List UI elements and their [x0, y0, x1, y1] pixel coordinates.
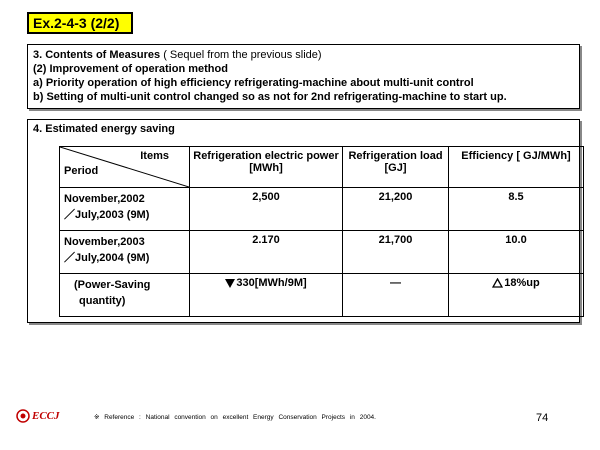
- savings-box: [27, 119, 580, 323]
- measures-heading: 3. Contents of Measures: [33, 49, 161, 61]
- period-cell: [60, 188, 190, 231]
- period-end: ／July,2003 (9M): [64, 209, 150, 221]
- saving-efficiency-cell: [449, 274, 584, 317]
- saving-label-line2: quantity): [79, 295, 126, 307]
- power-cell: 2,500: [190, 188, 343, 231]
- eccj-logo: [16, 409, 60, 423]
- savings-heading: 4. Estimated energy saving: [33, 123, 175, 135]
- efficiency-cell: 10.0: [449, 231, 584, 274]
- header-load: Refrigeration load [GJ]: [343, 147, 449, 188]
- measures-subheading: (2) Improvement of operation method: [33, 63, 228, 75]
- logo-text: ECCJ: [32, 410, 60, 422]
- period-label: Period: [64, 165, 99, 177]
- saving-power-value: 330[MWh/9M]: [236, 277, 307, 289]
- measures-heading-note: ( Sequel from the previous slide): [160, 49, 322, 61]
- triangle-down-icon: [225, 279, 235, 288]
- reference-note: ※ Reference : National convention on excellent Energy Conservation Projects in 2004.: [94, 414, 376, 421]
- measure-item-a: a) Priority operation of high efficiency refrigerating-machine about multi-unit control: [33, 77, 474, 89]
- triangle-up-outline-icon: [492, 278, 503, 288]
- saving-load-cell: ―: [343, 274, 449, 317]
- measures-heading-line: [33, 48, 574, 62]
- period-start: November,2003: [64, 236, 145, 248]
- saving-efficiency-value: 18%up: [504, 277, 540, 289]
- page-number: 74: [536, 412, 549, 424]
- saving-label-line1: (Power-Saving: [74, 279, 151, 291]
- period-start: November,2002: [64, 193, 145, 205]
- items-label: Items: [140, 150, 169, 162]
- sun-logo-icon: [16, 409, 30, 423]
- header-efficiency: Efficiency [ GJ/MWh]: [449, 147, 584, 188]
- table-header-row: [60, 147, 584, 188]
- load-cell: 21,700: [343, 231, 449, 274]
- table-row: [60, 231, 584, 274]
- saving-row: [60, 274, 584, 317]
- load-cell: 21,200: [343, 188, 449, 231]
- saving-power-cell: [190, 274, 343, 317]
- period-end: ／July,2004 (9M): [64, 252, 150, 264]
- energy-saving-table: [59, 146, 584, 317]
- items-period-header: [60, 147, 190, 188]
- measure-item-b: b) Setting of multi-unit control changed so as not for 2nd refrigerating-machine to start up.: [33, 91, 507, 103]
- efficiency-cell: 8.5: [449, 188, 584, 231]
- table-row: [60, 188, 584, 231]
- measures-box: [27, 44, 580, 109]
- saving-label-cell: [60, 274, 190, 317]
- slide-title: Ex.2-4-3 (2/2): [27, 12, 133, 34]
- power-cell: 2.170: [190, 231, 343, 274]
- header-power: Refrigeration electric power [MWh]: [190, 147, 343, 188]
- period-cell: [60, 231, 190, 274]
